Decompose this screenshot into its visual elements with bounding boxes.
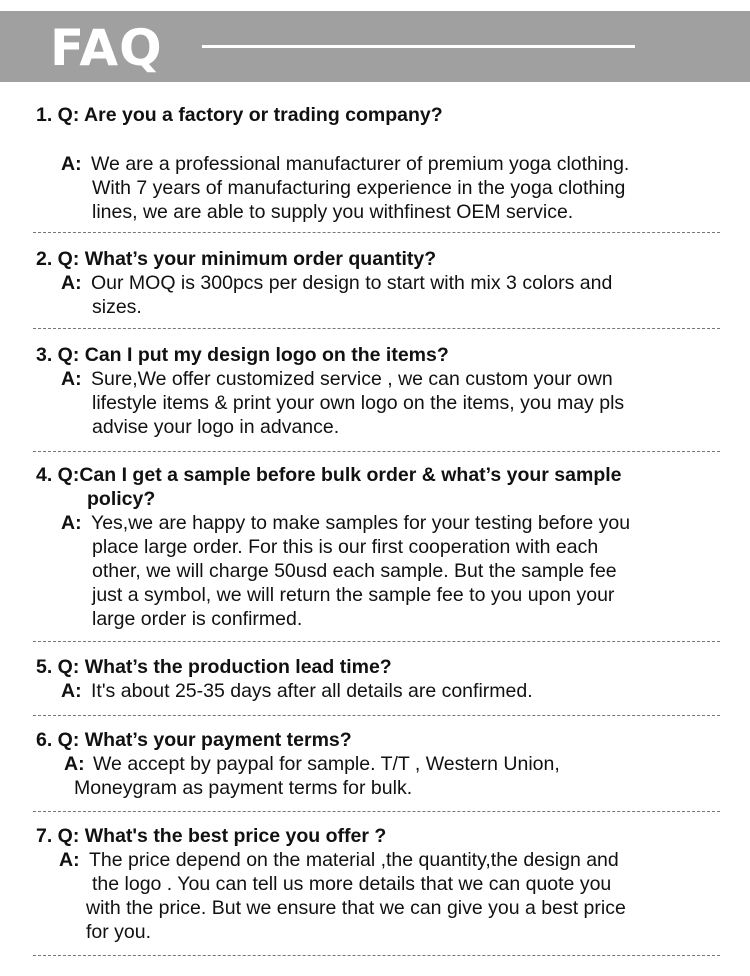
answer-label-5: A: [61,680,82,702]
header-rule [202,45,635,48]
answer-4-line-1: Yes,we are happy to make samples for your testing before you [91,512,631,534]
faq-title: FAQ [50,19,163,77]
faq-divider-1 [33,232,720,233]
faq-divider-6 [33,811,720,812]
faq-divider-5 [33,715,720,716]
answer-label-1: A: [61,153,82,175]
answer-7-line-3: with the price. But we ensure that we can give you a best price [86,897,626,919]
answer-4-line-2: place large order. For this is our first cooperation with each [92,536,599,558]
answer-2-line-1: Our MOQ is 300pcs per design to start with mix 3 colors and [91,272,613,294]
answer-1-line-1: We are a professional manufacturer of premium yoga clothing. [91,153,630,175]
answer-4-line-3: other, we will charge 50usd each sample. But the sample fee [92,560,617,582]
answer-7-line-2: the logo . You can tell us more details that we can quote you [92,873,612,895]
answer-label-7: A: [59,849,80,871]
answer-7-line-1: The price depend on the material ,the quantity,the design and [89,849,619,871]
faq-divider-4 [33,641,720,642]
answer-5-line-1: It's about 25-35 days after all details are confirmed. [91,680,533,702]
question-4-line-2: policy? [87,488,156,510]
answer-1-line-2: With 7 years of manufacturing experience in the yoga clothing [92,177,626,199]
answer-2-line-2: sizes. [92,296,142,318]
answer-3-line-2: lifestyle items & print your own logo on the items, you may pls [92,392,625,414]
answer-7-line-4: for you. [86,921,152,943]
answer-3-line-1: Sure,We offer customized service , we can custom your own [91,368,613,390]
question-5: 5. Q: What’s the production lead time? [36,656,392,678]
question-4-line-1: 4. Q:Can I get a sample before bulk order & what’s your sample [36,464,622,486]
question-2: 2. Q: What’s your minimum order quantity? [36,248,437,270]
question-1: 1. Q: Are you a factory or trading company? [36,104,443,126]
question-3: 3. Q: Can I put my design logo on the items? [36,344,449,366]
answer-label-4: A: [61,512,82,534]
faq-header-banner [0,11,750,82]
answer-6-line-2: Moneygram as payment terms for bulk. [74,777,413,799]
answer-4-line-4: just a symbol, we will return the sample fee to you upon your [92,584,615,606]
answer-label-3: A: [61,368,82,390]
question-6: 6. Q: What’s your payment terms? [36,729,352,751]
faq-divider-2 [33,328,720,329]
faq-divider-3 [33,451,720,452]
faq-divider-7 [33,955,720,956]
answer-label-6: A: [64,753,85,775]
question-7: 7. Q: What's the best price you offer ? [36,825,387,847]
answer-3-line-3: advise your logo in advance. [92,416,340,438]
answer-label-2: A: [61,272,82,294]
answer-4-line-5: large order is confirmed. [92,608,303,630]
answer-1-line-3: lines, we are able to supply you withfinest OEM service. [92,201,574,223]
answer-6-line-1: We accept by paypal for sample. T/T , Western Union, [93,753,560,775]
